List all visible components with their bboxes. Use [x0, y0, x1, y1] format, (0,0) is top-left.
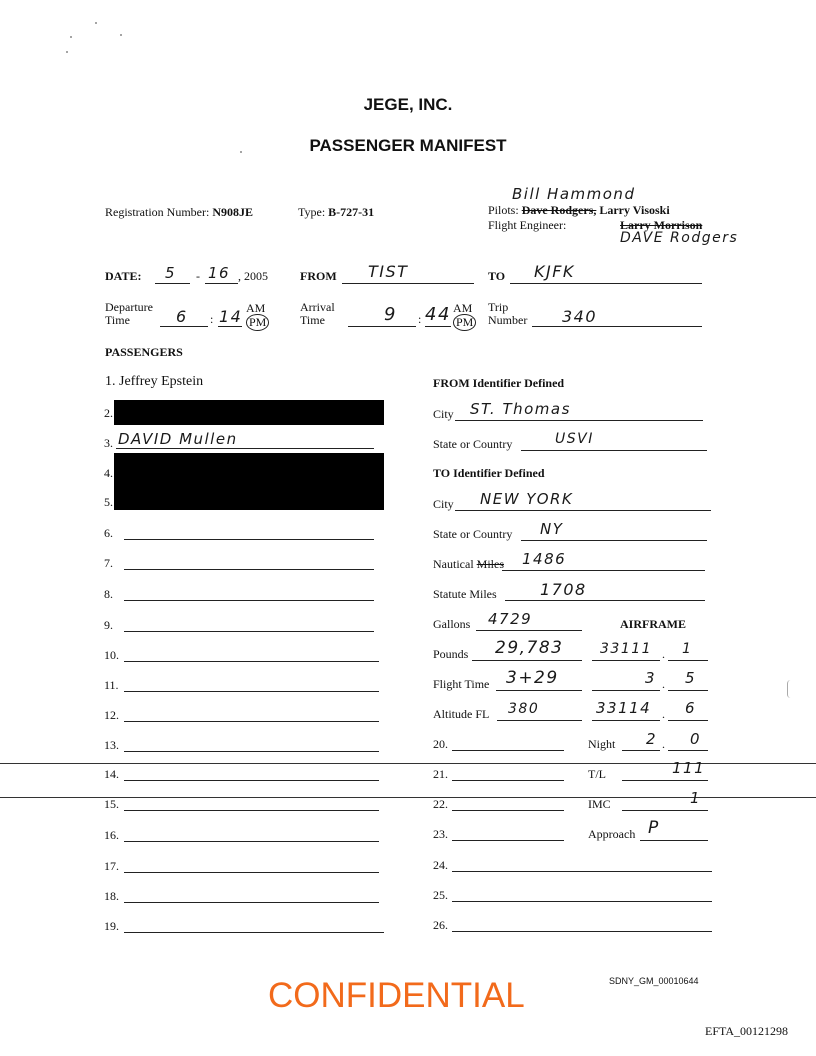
engineer-struck: Larry Morrison	[620, 218, 703, 232]
pounds-airframe-a: 33111	[600, 641, 653, 657]
altitude-airframe-b: 6	[685, 699, 697, 717]
to-identifier-heading: TO Identifier Defined	[433, 466, 545, 480]
to-city-label: City	[433, 497, 454, 511]
scan-speck	[95, 22, 97, 24]
passenger-row-num: 8.	[104, 587, 113, 601]
passenger-row-num: 2.	[104, 406, 113, 420]
to-label: TO	[488, 269, 506, 283]
redaction-box	[114, 400, 384, 425]
altitude-label: Altitude FL	[433, 707, 490, 721]
passenger-row-num: 14.	[104, 767, 119, 781]
tl-value: 111	[672, 759, 706, 777]
date-month: 5	[165, 264, 177, 282]
passenger-row-num: 5.	[104, 495, 113, 509]
to-state-value: NY	[540, 520, 564, 538]
row-number: 23.	[433, 827, 448, 841]
passenger-row-num: 13.	[104, 738, 119, 752]
pounds-value: 29,783	[495, 638, 564, 658]
passenger-row-num: 11.	[104, 678, 119, 692]
type-value: B-727-31	[328, 205, 375, 219]
engineer-label: Flight Engineer:	[488, 218, 567, 232]
passenger-row-num: 6.	[104, 526, 113, 540]
registration-field	[105, 205, 253, 220]
row-number: 21.	[433, 767, 448, 781]
passenger-row-num: 17.	[104, 859, 119, 873]
from-state-label: State or Country	[433, 437, 513, 451]
pilots-field	[488, 203, 670, 218]
departure-minute: 14	[219, 307, 243, 326]
confidential-stamp: CONFIDENTIAL	[268, 976, 525, 1015]
row-number: 25.	[433, 888, 448, 902]
arrival-hour: 9	[384, 304, 397, 325]
night-value-b: 0	[690, 730, 702, 748]
from-identifier-heading: FROM Identifier Defined	[433, 376, 565, 390]
document-title: PASSENGER MANIFEST	[309, 136, 507, 155]
pilot-handwritten: Bill Hammond	[512, 185, 636, 203]
company-name: JEGE, INC.	[363, 95, 453, 114]
arrival-label: Arrival Time	[300, 300, 335, 327]
passenger-1: 1. Jeffrey Epstein	[105, 374, 204, 389]
pilot-2: Larry Visoski	[599, 203, 670, 217]
imc-label: IMC	[588, 797, 611, 811]
arrival-pm-circled: PM	[453, 314, 476, 331]
pilot-struck: Dave Rodgers,	[521, 203, 597, 217]
altitude-airframe-a: 33114	[596, 699, 652, 717]
registration-label: Registration Number:	[105, 205, 210, 219]
scan-speck	[70, 36, 72, 38]
pilots-label: Pilots:	[488, 203, 519, 217]
departure-pm-circled: PM	[246, 314, 269, 331]
arrival-am: AM	[453, 301, 473, 315]
passenger-row-num: 15.	[104, 797, 119, 811]
row-number: 26.	[433, 918, 448, 932]
passenger-name: Jeffrey Epstein	[119, 374, 204, 389]
trip-number: 340	[562, 307, 598, 326]
passengers-heading: PASSENGERS	[105, 345, 183, 359]
to-value: KJFK	[534, 262, 575, 281]
arrival-colon: :	[418, 312, 422, 326]
passenger-row-num: 4.	[104, 466, 113, 480]
approach-label: Approach	[588, 827, 636, 841]
redaction-box	[114, 453, 384, 510]
departure-colon: :	[210, 312, 214, 326]
night-label: Night	[588, 737, 616, 751]
type-field	[298, 205, 374, 220]
passenger-row-num: 16.	[104, 828, 119, 842]
scan-speck	[120, 34, 122, 36]
tl-label: T/L	[588, 767, 606, 781]
from-state-value: USVI	[555, 431, 594, 447]
pounds-label: Pounds	[433, 647, 469, 661]
decimal-dot: .	[662, 647, 665, 661]
altitude-value: 380	[508, 701, 540, 717]
departure-am: AM	[246, 301, 266, 315]
row-number: 24.	[433, 858, 448, 872]
passenger-row-num: 7.	[104, 556, 113, 570]
row-number: 22.	[433, 797, 448, 811]
passenger-row-num: 9.	[104, 618, 113, 632]
arrival-minute: 44	[425, 304, 451, 325]
from-city-label: City	[433, 407, 454, 421]
row-number: 20.	[433, 737, 448, 751]
date-separator: -	[196, 269, 200, 283]
departure-hour: 6	[176, 307, 188, 326]
date-day: 16	[208, 264, 231, 282]
gallons-label: Gallons	[433, 617, 471, 631]
approach-value: P	[648, 818, 660, 838]
airframe-heading: AIRFRAME	[620, 617, 686, 631]
registration-value: N908JE	[212, 205, 253, 219]
decimal-dot: .	[662, 707, 665, 721]
to-state-label: State or Country	[433, 527, 513, 541]
statute-label: Statute Miles	[433, 587, 497, 601]
flight-time-airframe-a: 3	[645, 669, 657, 687]
statute-value: 1708	[540, 580, 587, 599]
decimal-dot: .	[662, 677, 665, 691]
date-label: DATE:	[105, 269, 142, 283]
passenger-3-name: DAVID Mullen	[118, 430, 238, 448]
passenger-row-num: 10.	[104, 648, 119, 662]
passenger-row-num: 18.	[104, 889, 119, 903]
bates-number-sdny: SDNY_GM_00010644	[609, 976, 699, 986]
night-value-a: 2	[646, 730, 658, 748]
type-label: Type:	[298, 205, 326, 219]
passenger-row-num: 19.	[104, 919, 119, 933]
nautical-label: Nautical Miles	[433, 557, 504, 571]
from-value: TIST	[368, 262, 409, 281]
from-city-value: ST. Thomas	[470, 400, 571, 418]
date-year: , 2005	[238, 269, 268, 283]
decimal-dot: .	[662, 737, 665, 751]
passenger-row-num: 3.	[104, 436, 113, 450]
trip-label: Trip Number	[488, 300, 528, 327]
flight-time-airframe-b: 5	[685, 669, 697, 687]
passenger-row-num: 12.	[104, 708, 119, 722]
imc-value: 1	[690, 789, 702, 807]
nautical-value: 1486	[522, 550, 567, 568]
engineer-handwritten: DAVE Rodgers	[620, 230, 739, 246]
flight-time-value: 3+29	[506, 668, 559, 688]
to-city-value: NEW YORK	[480, 490, 574, 508]
bates-number-efta: EFTA_00121298	[705, 1024, 789, 1038]
pounds-airframe-b: 1	[682, 641, 693, 657]
flight-time-label: Flight Time	[433, 677, 490, 691]
scan-speck	[66, 51, 68, 53]
departure-label: Departure Time	[105, 300, 153, 327]
gallons-value: 4729	[488, 610, 533, 628]
scan-mark	[787, 680, 794, 698]
from-label: FROM	[300, 269, 337, 283]
